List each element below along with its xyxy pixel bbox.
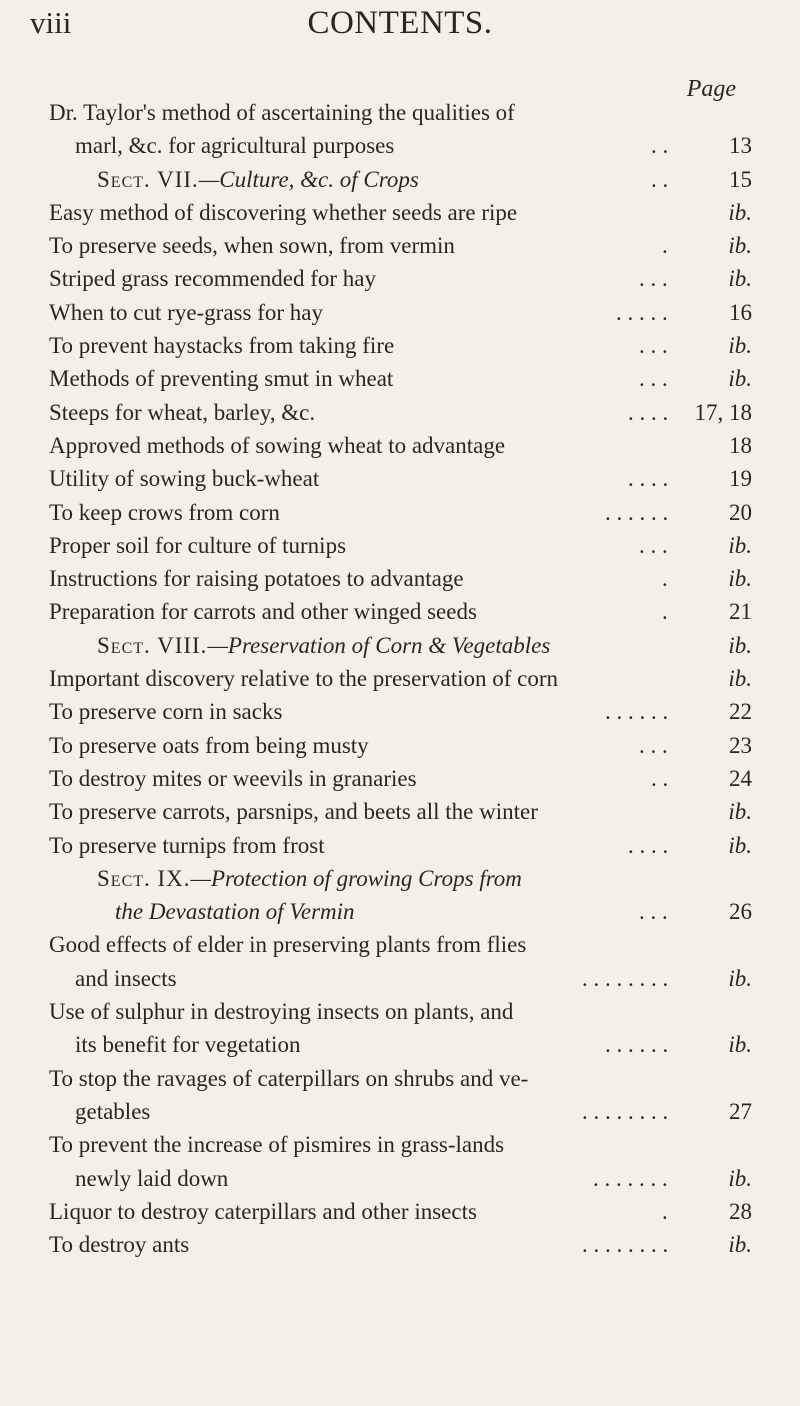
- toc-entry: [49, 496, 752, 529]
- toc-line: [49, 329, 752, 362]
- toc-entry: [49, 196, 752, 229]
- toc-entry: [49, 595, 752, 628]
- section-title: —Preservation of Corn & Vegetables: [207, 632, 551, 658]
- toc-entry: [49, 229, 752, 262]
- entry-text: newly laid down: [75, 1165, 229, 1191]
- entry-text: To destroy mites or weevils in granaries: [49, 765, 417, 791]
- dot-leader: . . .: [639, 532, 668, 558]
- dot-leader: . . . . . . . .: [582, 965, 669, 991]
- toc-line: [49, 829, 752, 862]
- page-column-label: Page: [686, 76, 736, 102]
- entry-text: Instructions for raising potatoes to advantage: [49, 566, 464, 592]
- page-reference: ib.: [728, 532, 752, 558]
- entry-text: To prevent the increase of pismires in grass-lands: [49, 1132, 505, 1158]
- entry-text: To preserve oats from being musty: [49, 732, 369, 758]
- toc-line: [49, 396, 752, 429]
- toc-entry: [49, 462, 752, 495]
- entry-text: Dr. Taylor's method of ascertaining the qualities of: [49, 100, 515, 125]
- page-reference: 20: [729, 499, 752, 525]
- entry-text: To keep crows from corn: [49, 499, 280, 525]
- dot-leader: . . .: [639, 366, 668, 392]
- page-reference: 13: [729, 133, 752, 159]
- page-reference: 27: [729, 1098, 752, 1124]
- toc-line: [49, 1095, 752, 1128]
- entry-text: Methods of preventing smut in wheat: [49, 366, 394, 392]
- entry-text: Approved methods of sowing wheat to advantage: [49, 432, 506, 458]
- dot-leader: . .: [651, 133, 669, 159]
- dot-leader: . . . . .: [616, 299, 668, 325]
- dot-leader: . . .: [639, 333, 668, 359]
- dot-leader: . . . . . .: [605, 1032, 669, 1058]
- toc-line: [49, 163, 752, 196]
- toc-line: [49, 229, 752, 262]
- toc-entry: [49, 995, 752, 1062]
- toc-entry: [49, 1128, 752, 1195]
- toc-line: [49, 296, 752, 329]
- toc-line: [49, 1228, 752, 1261]
- toc-entry: [49, 729, 752, 762]
- toc-entry: [49, 96, 752, 163]
- toc-line: [49, 595, 752, 628]
- page-header: [0, 2, 800, 54]
- page-reference: ib.: [728, 1032, 752, 1058]
- entry-text: Utility of sowing buck-wheat: [49, 466, 320, 492]
- dot-leader: . . . .: [628, 466, 669, 492]
- section-title-continued: the Devastation of Vermin: [115, 899, 355, 925]
- toc-line: [49, 529, 752, 562]
- toc-line: [49, 462, 752, 495]
- page-reference: 21: [729, 599, 752, 625]
- entry-text: To prevent haystacks from taking fire: [49, 333, 395, 359]
- page-reference: ib.: [728, 666, 752, 692]
- entry-text: its benefit for vegetation: [75, 1032, 301, 1058]
- toc-entry: [49, 862, 752, 929]
- section-heading: [49, 163, 419, 196]
- entry-text: Use of sulphur in destroying insects on plants, and: [49, 999, 514, 1025]
- toc-line: [49, 629, 752, 662]
- page-reference: ib.: [728, 199, 752, 225]
- toc-entry: [49, 429, 752, 462]
- page-reference: 19: [729, 466, 752, 492]
- page-reference: 26: [729, 899, 752, 925]
- entry-text: When to cut rye-grass for hay: [49, 299, 323, 325]
- toc-entry: [49, 829, 752, 862]
- toc-line: [49, 1195, 752, 1228]
- page-reference: 23: [729, 732, 752, 758]
- dot-leader: .: [662, 233, 668, 259]
- page-reference: ib.: [728, 965, 752, 991]
- toc-line: [49, 1028, 752, 1061]
- toc-line: [49, 262, 752, 295]
- dot-leader: .: [662, 1198, 668, 1224]
- dot-leader: . . . . . .: [605, 699, 669, 725]
- toc-entry: [49, 296, 752, 329]
- contents-list: [49, 96, 752, 1261]
- entry-text: To destroy ants: [49, 1232, 190, 1258]
- toc-entry: [49, 695, 752, 728]
- entry-text: Proper soil for culture of turnips: [49, 532, 347, 558]
- section-heading: [49, 629, 550, 662]
- section-number: Sect. VII.: [97, 166, 199, 192]
- section-number: Sect. VIII.: [97, 632, 208, 658]
- page-reference: 28: [729, 1198, 752, 1224]
- dot-leader: . . . .: [628, 832, 669, 858]
- toc-entry: [49, 529, 752, 562]
- entry-text: Good effects of elder in preserving plants from flies: [49, 932, 527, 958]
- entry-text: To preserve corn in sacks: [49, 699, 283, 725]
- toc-entry: [49, 662, 752, 695]
- toc-entry: [49, 562, 752, 595]
- toc-line: [49, 662, 752, 695]
- toc-line: [49, 895, 752, 928]
- dot-leader: . . . . . . . .: [582, 1232, 669, 1258]
- section-number: Sect. IX.: [97, 865, 191, 891]
- section-title: —Protection of growing Crops from: [190, 865, 522, 891]
- dot-leader: . . . . . .: [605, 499, 669, 525]
- page-reference: ib.: [728, 1165, 752, 1191]
- toc-entry: [49, 362, 752, 395]
- entry-text: getables: [75, 1098, 151, 1124]
- page-number: viii: [30, 5, 72, 40]
- page-reference: ib.: [728, 233, 752, 259]
- toc-line: [49, 129, 752, 162]
- entry-text: Preparation for carrots and other winged seeds: [49, 599, 477, 625]
- dot-leader: .: [662, 566, 668, 592]
- page-reference: 15: [729, 166, 752, 192]
- entry-text: To preserve turnips from frost: [49, 832, 325, 858]
- dot-leader: . . . . . . .: [593, 1165, 668, 1191]
- toc-line: [49, 429, 752, 462]
- entry-text: To stop the ravages of caterpillars on shrubs and ve-: [49, 1065, 529, 1091]
- toc-entry: [49, 396, 752, 429]
- dot-leader: . . .: [639, 266, 668, 292]
- page-reference: ib.: [728, 832, 752, 858]
- dot-leader: . .: [651, 765, 669, 791]
- toc-entry: [49, 1228, 752, 1261]
- toc-line: [49, 995, 752, 1028]
- toc-line: [49, 729, 752, 762]
- toc-entry: [49, 1195, 752, 1228]
- toc-line: [49, 862, 752, 895]
- entry-text: and insects: [75, 965, 177, 991]
- page-reference: ib.: [728, 333, 752, 359]
- entry-text: Striped grass recommended for hay: [49, 266, 377, 292]
- entry-text: marl, &c. for agricultural purposes: [75, 133, 395, 159]
- toc-line: [49, 196, 752, 229]
- toc-line: [49, 695, 752, 728]
- entry-text: Easy method of discovering whether seeds are ripe: [49, 199, 518, 225]
- dot-leader: . .: [651, 166, 669, 192]
- toc-line: [49, 1128, 752, 1161]
- toc-entry: [49, 795, 752, 828]
- entry-text: To preserve seeds, when sown, from vermin: [49, 233, 455, 259]
- page-reference: ib.: [728, 799, 752, 825]
- toc-entry: [49, 1062, 752, 1129]
- page-reference: 24: [729, 765, 752, 791]
- toc-line: [49, 962, 752, 995]
- toc-line: [49, 762, 752, 795]
- running-title: CONTENTS.: [307, 5, 493, 41]
- page-reference: ib.: [728, 366, 752, 392]
- toc-entry: [49, 163, 752, 196]
- entry-text: Liquor to destroy caterpillars and other insects: [49, 1198, 477, 1224]
- toc-line: [49, 1062, 752, 1095]
- entry-text: Steeps for wheat, barley, &c.: [49, 399, 316, 425]
- toc-entry: [49, 629, 752, 662]
- toc-entry: [49, 262, 752, 295]
- page-reference: 17, 18: [694, 399, 752, 425]
- section-heading: [49, 862, 522, 895]
- dot-leader: . . .: [639, 732, 668, 758]
- page-reference: 16: [729, 299, 752, 325]
- toc-entry: [49, 928, 752, 995]
- dot-leader: . . . . . . . .: [582, 1098, 669, 1124]
- toc-entry: [49, 329, 752, 362]
- section-title: —Culture, &c. of Crops: [198, 166, 419, 192]
- page-reference: ib.: [728, 632, 752, 658]
- entry-text: To preserve carrots, parsnips, and beets all the winter: [49, 799, 538, 825]
- toc-line: [49, 496, 752, 529]
- toc-line: [49, 362, 752, 395]
- entry-text: Important discovery relative to the preservation of corn: [49, 666, 559, 692]
- dot-leader: . . . .: [628, 399, 669, 425]
- page-reference: 18: [729, 432, 752, 458]
- dot-leader: .: [662, 599, 668, 625]
- toc-line: [49, 96, 752, 129]
- toc-line: [49, 928, 752, 961]
- page-reference: ib.: [728, 566, 752, 592]
- toc-line: [49, 562, 752, 595]
- toc-entry: [49, 762, 752, 795]
- toc-line: [49, 1162, 752, 1195]
- page-reference: 22: [729, 699, 752, 725]
- toc-line: [49, 795, 752, 828]
- page-reference: ib.: [728, 266, 752, 292]
- page-reference: ib.: [728, 1232, 752, 1258]
- dot-leader: . . .: [639, 899, 668, 925]
